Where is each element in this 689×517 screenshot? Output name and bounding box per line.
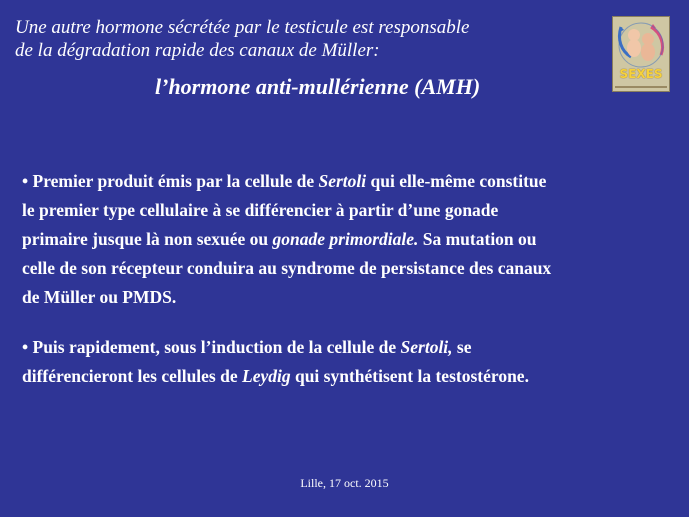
bullet-2: [22, 333, 682, 391]
bullet-2-sertoli: Sertoli,: [400, 337, 453, 357]
intro-line-1: Une autre hormone sécrétée par le testicule est responsable: [15, 17, 470, 38]
bullet-1: [22, 167, 682, 312]
bullet-1-line-1: [22, 167, 682, 196]
footer-date: Lille, 17 oct. 2015: [300, 476, 389, 490]
bullet-2-line-1: [22, 333, 682, 362]
bullet-1-gonade-primordiale: gonade primordiale.: [272, 229, 419, 249]
bullet-2-text-c: se: [452, 337, 472, 357]
bullet-2-text-a: • Puis rapidement, sous l’induction de la cellule de: [22, 337, 401, 357]
logo-tagline-bar: [615, 86, 667, 88]
bullet-1-text-c: qui elle-même constitue: [366, 171, 547, 191]
bullet-2-leydig: Leydig: [242, 366, 291, 386]
bullet-1-text-3c: Sa mutation ou: [418, 229, 537, 249]
intro-text: [15, 16, 595, 62]
bullet-2-text-2a: différencieront les cellules de: [22, 366, 242, 386]
intro-line-2: de la dégradation rapide des canaux de Müller:: [15, 40, 380, 61]
bullet-1-line-2: le premier type cellulaire à se différencier à partir d’une gonade: [22, 200, 499, 220]
bullet-1-line-3: [22, 225, 682, 254]
slide-title: l’hormone anti-mullérienne (AMH): [155, 74, 481, 99]
bullet-1-line-5: de Müller ou PMDS.: [22, 287, 177, 307]
bullet-1-text-a: • Premier produit émis par la cellule de: [22, 171, 319, 191]
sexes-logo: [612, 16, 670, 92]
logo-text: SEXES: [619, 67, 663, 81]
bullet-2-line-2: [22, 362, 682, 391]
bullet-1-line-4: celle de son récepteur conduira au syndrome de persistance des canaux: [22, 258, 552, 278]
bullet-2-text-2c: qui synthétisent la testostérone.: [290, 366, 529, 386]
bullet-1-text-3a: primaire jusque là non sexuée ou: [22, 229, 273, 249]
bullet-1-sertoli: Sertoli: [318, 171, 367, 191]
